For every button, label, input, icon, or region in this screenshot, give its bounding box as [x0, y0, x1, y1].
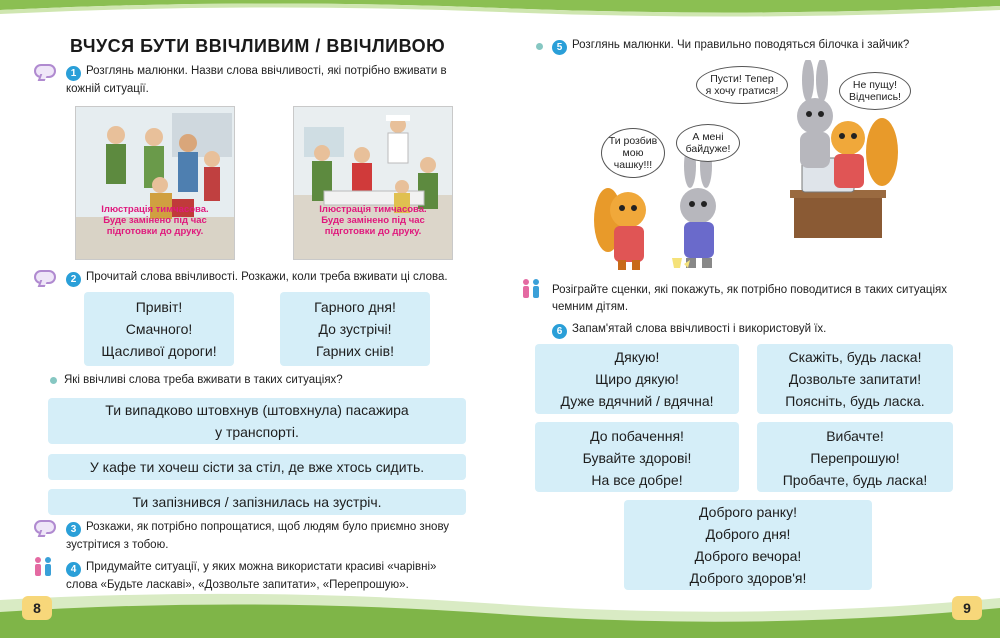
task-2 — [66, 269, 486, 287]
speech-bubble-bunny: А мені байдуже! — [676, 124, 740, 162]
task-3-text: Розкажи, як потрібно попрощатися, щоб людям було приємно знову зустрітися з тобою. — [66, 521, 450, 551]
page-title: ВЧУСЯ БУТИ ВВІЧЛИВИМ / ВВІЧЛИВОЮ — [70, 36, 446, 56]
page-number-right: 9 — [952, 596, 982, 620]
top-wave-decoration — [0, 0, 1000, 24]
task-4-text: Придумайте ситуації, у яких можна використати красиві «чарівні» слова «Будьте ласкаві», «Дозвольте запитати», «Перепрошую». — [66, 561, 437, 591]
pair-work-icon — [32, 556, 54, 578]
situation-box: У кафе ти хочеш сісти за стіл, де вже хтось сидить. — [48, 454, 466, 480]
task-3 — [66, 519, 466, 554]
task-number-badge: 1 — [66, 66, 81, 81]
illustration-placeholder-text: Ілюстрація тимчасова. Буде замінено під час підготовки до друку. — [319, 204, 427, 237]
task-1 — [66, 63, 466, 98]
task-1-text: Розглянь малюнки. Назви слова ввічливості, які потрібно вживати в кожній ситуації. — [66, 65, 447, 95]
situation-box: Ти випадково штовхнув (штовхнула) пасажира у транспорті. — [48, 398, 466, 444]
speech-bubble-bunny-desk: Пусти! Тепер я хочу гратися! — [696, 66, 788, 104]
task-5 — [552, 37, 972, 55]
polite-words-box: Гарного дня! До зустрічі! Гарних снів! — [280, 292, 430, 366]
polite-words-box-requests: Скажіть, будь ласка! Дозвольте запитати! Поясніть, будь ласка. — [757, 344, 953, 414]
page-number-left: 8 — [22, 596, 52, 620]
roleplay-instruction: Розіграйте сценки, які покажуть, як потрібно поводитися в таких ситуаціях чемним дітям. — [552, 284, 947, 313]
task-number-badge: 2 — [66, 272, 81, 287]
task-6 — [552, 321, 972, 339]
situation-box: Ти запізнився / запізнилась на зустріч. — [48, 489, 466, 515]
task-6-text: Запам'ятай слова ввічливості і використовуй їх. — [572, 323, 827, 335]
situation-question: Які ввічливі слова треба вживати в таких ситуаціях? — [64, 374, 343, 386]
task-number-badge: 4 — [66, 562, 81, 577]
classroom-scene-icon — [76, 107, 235, 260]
speech-bubble-icon — [34, 520, 56, 534]
polite-words-box-thanks: Дякую! Щиро дякую! Дуже вдячний / вдячна! — [535, 344, 739, 414]
speech-bubble-icon — [34, 64, 56, 78]
task-4 — [66, 559, 468, 594]
illustration-placeholder-text: Ілюстрація тимчасова. Буде замінено під час підготовки до друку. — [101, 204, 209, 237]
polite-words-box-greetings: Доброго ранку! Доброго дня! Доброго вечора! Доброго здоров'я! — [624, 500, 872, 590]
canteen-scene-icon — [294, 107, 453, 260]
polite-words-box-farewell: До побачення! Бувайте здорові! На все добре! — [535, 422, 739, 492]
task-number-badge: 3 — [66, 522, 81, 537]
bullet-icon — [536, 43, 543, 50]
speech-bubble-squirrel: Ти розбив мою чашку!!! — [601, 128, 665, 178]
task-5-text: Розглянь малюнки. Чи правильно поводяться білочка і зайчик? — [572, 39, 910, 51]
task-2-text: Прочитай слова ввічливості. Розкажи, коли треба вживати ці слова. — [86, 271, 448, 283]
pair-work-icon — [520, 278, 542, 300]
polite-words-box-apology: Вибачте! Перепрошую! Пробачте, будь ласка! — [757, 422, 953, 492]
illustration-canteen — [293, 106, 453, 260]
task-number-badge: 5 — [552, 40, 567, 55]
polite-words-box: Привіт! Смачного! Щасливої дороги! — [84, 292, 234, 366]
speech-bubble-squirrel-desk: Не пущу! Відчепись! — [839, 72, 911, 110]
bullet-icon — [50, 377, 57, 384]
task-number-badge: 6 — [552, 324, 567, 339]
illustration-classroom — [75, 106, 235, 260]
speech-bubble-icon — [34, 270, 56, 284]
